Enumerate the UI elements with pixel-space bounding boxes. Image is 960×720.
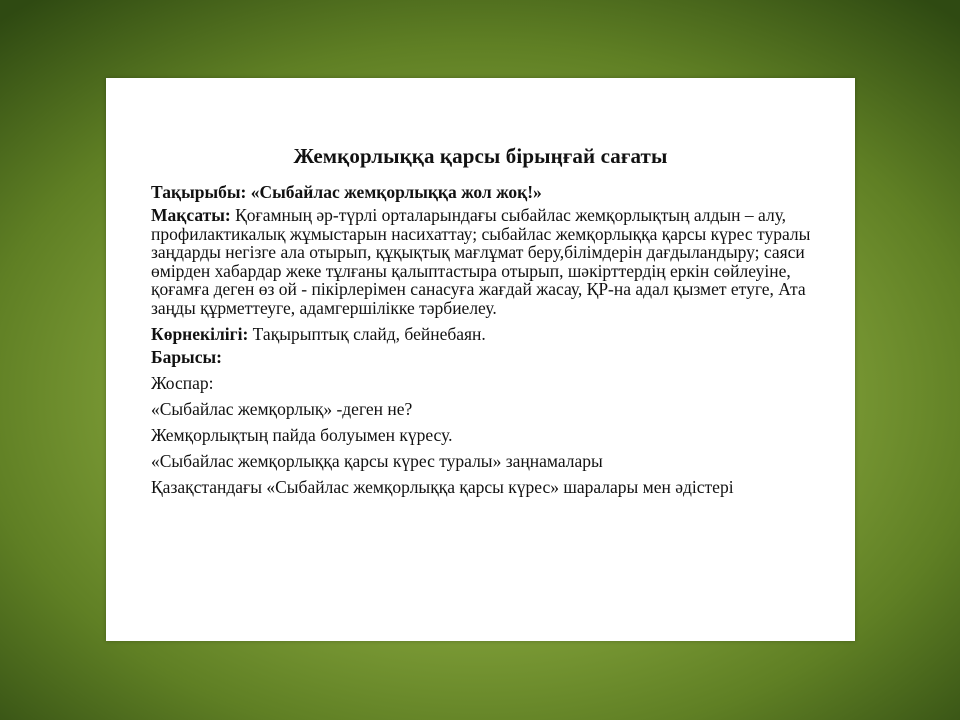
plan-item: «Сыбайлас жемқорлық» -деген не? [151, 398, 413, 419]
topic-line [151, 182, 817, 202]
visual-text: Тақырыптық слайд, бейнебаян. [252, 323, 486, 344]
slide-title: Жемқорлыққа қарсы бірыңғай сағаты [293, 144, 668, 168]
progress-label: Барысы: [151, 346, 222, 367]
goal-label: Мақсаты: [151, 205, 231, 225]
plan-item: «Сыбайлас жемқорлыққа қарсы күрес туралы» заңнамалары [151, 450, 603, 471]
topic-text: «Сыбайлас жемқорлыққа жол жоқ!» [250, 182, 542, 202]
slide-page [106, 78, 855, 641]
slide-body [151, 182, 817, 503]
visual-label: Көрнекілігі: [151, 323, 249, 344]
topic-label: Тақырыбы: [151, 182, 247, 202]
progress-heading [151, 348, 817, 367]
visual-line [151, 324, 817, 344]
plan-item: Жемқорлықтың пайда болуымен күресу. [151, 424, 453, 445]
goal-text: Қоғамның әр-түрлі орталарындағы сыбайлас жемқорлықтың алдын – алу, профилактикалық жұмыстарын насихаттау; сыбайлас жемқорлыққа қарсы күрес туралы заңдарды негізге ала отырып, құқықтық мағлұмат беру,білімдерін дағдыландыру; саяси өмірден хабардар жеке тұлғаны қалыптастыра отырып, шәкірттердің еркін сөйлеуіне, қоғамға деген өз ой - пікірлерімен санасуға жағдай жасау, ҚР-на адал қызмет етуге, Ата заңды құрметтеуге, адамгершілікке тәрбиелеу. [151, 205, 811, 318]
plan-heading: Жоспар: [151, 372, 214, 393]
goal-paragraph [151, 206, 817, 318]
plan-item: Қазақстандағы «Сыбайлас жемқорлыққа қарсы күрес» шаралары мен әдістері [151, 476, 734, 497]
